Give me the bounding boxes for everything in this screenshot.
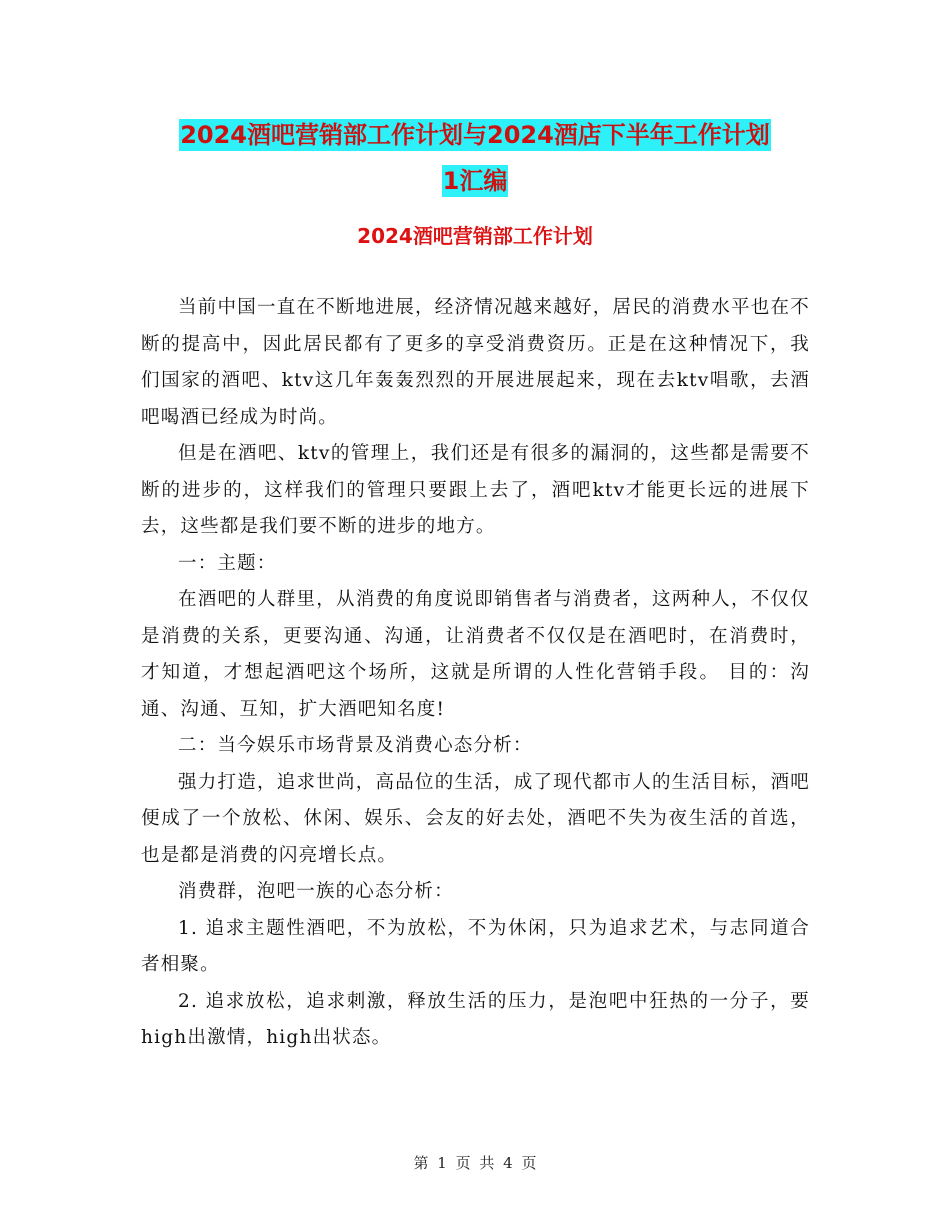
paragraph: 强力打造，追求世尚，高品位的生活，成了现代都市人的生活目标，酒吧便成了一个放松、休闲、娱乐、会友的好去处，酒吧不失为夜生活的首选，也是都是消费的闪亮增长点。: [141, 771, 810, 866]
paragraph: 消费群，泡吧一族的心态分析：: [178, 881, 454, 902]
paragraph: 1. 追求主题性酒吧，不为放松，不为休闲，只为追求艺术，与志同道合者相聚。: [141, 917, 810, 975]
document-title-line2: 1汇编: [442, 167, 508, 195]
paragraph: 2. 追求放松，追求刺激，释放生活的压力，是泡吧中狂热的一分子，要high出激情，high出状态。: [141, 990, 810, 1048]
paragraph: 在酒吧的人群里，从消费的角度说即销售者与消费者，这两种人，不仅仅是消费的关系，更要沟通、沟通，让消费者不仅仅是在酒吧时，在消费时，才知道，才想起酒吧这个场所，这就是所谓的人性化营销手段。 目的：沟通、沟通、互知，扩大酒吧知名度!: [141, 589, 810, 720]
paragraph: 当前中国一直在不断地进展，经济情况越来越好，居民的消费水平也在不断的提高中，因此居民都有了更多的享受消费资历。正是在这种情况下，我们国家的酒吧、ktv这几年轰轰烈烈的开展进展起来，现在去ktv唱歌，去酒吧喝酒已经成为时尚。: [141, 297, 810, 428]
paragraph: 一：主题：: [178, 552, 277, 574]
paragraph: 二：当今娱乐市场背景及消费心态分析：: [178, 735, 533, 756]
document-title-line1: 2024酒吧营销部工作计划与2024酒店下半年工作计划: [180, 121, 770, 149]
document-title: [140, 112, 810, 204]
document-body: [141, 290, 810, 1057]
section-title: 2024酒吧营销部工作计划: [357, 224, 593, 248]
page-number-footer: 第 1 页 共 4 页: [413, 1154, 537, 1172]
paragraph: 但是在酒吧、ktv的管理上，我们还是有很多的漏洞的，这些都是需要不断的进步的，这样我们的管理只要跟上去了，酒吧ktv才能更长远的进展下去，这些都是我们要不断的进步的地方。: [141, 443, 810, 537]
